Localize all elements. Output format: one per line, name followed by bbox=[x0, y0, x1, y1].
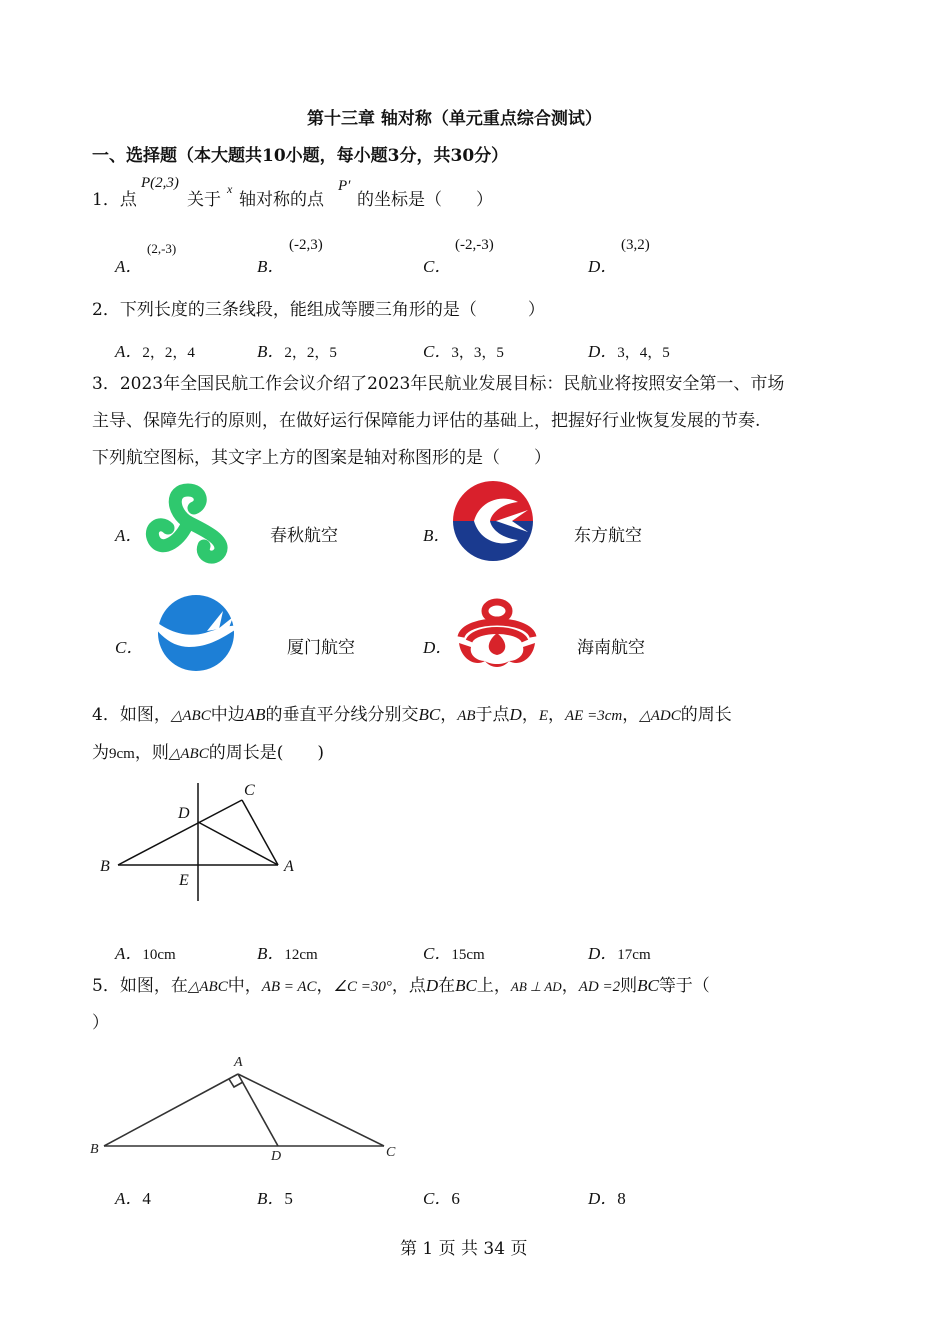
q3-option-c[interactable]: C． bbox=[115, 638, 144, 657]
q3-option-a-name: 春秋航空 bbox=[270, 526, 338, 546]
page-title: 第十三章 轴对称（单元重点综合测试） bbox=[307, 109, 602, 129]
q1-option-d[interactable]: D． bbox=[588, 257, 618, 276]
q2-option-c[interactable]: C．3，3，5 bbox=[423, 342, 504, 361]
q3-option-b-name: 东方航空 bbox=[574, 526, 642, 546]
section-heading: 一、选择题（本大题共10小题，每小题3分，共30分） bbox=[92, 146, 509, 166]
label-d: D bbox=[178, 805, 190, 822]
q3-option-d-name: 海南航空 bbox=[577, 638, 645, 658]
q3-option-a[interactable]: A． bbox=[115, 526, 143, 545]
question-3-line-3: 下列航空图标，其文字上方的图案是轴对称图形的是（ ） bbox=[92, 448, 551, 468]
q1-point-p: P(2,3) bbox=[141, 175, 179, 191]
question-2: 2．下列长度的三条线段，能组成等腰三角形的是（ ） bbox=[92, 300, 545, 320]
label-c: C bbox=[386, 1145, 396, 1160]
q1-option-d-value: (3,2) bbox=[621, 237, 650, 253]
q5-option-a[interactable]: A．4 bbox=[115, 1189, 151, 1208]
q1-text-about: 关于 bbox=[187, 190, 221, 210]
q4-option-a[interactable]: A．10cm bbox=[115, 944, 176, 963]
q4-option-b[interactable]: B．12cm bbox=[257, 944, 318, 963]
label-b: B bbox=[100, 858, 110, 875]
label-b: B bbox=[90, 1142, 99, 1157]
q5-option-c[interactable]: C．6 bbox=[423, 1189, 460, 1208]
q5-figure bbox=[88, 1050, 408, 1165]
q1-point-pprime: P′ bbox=[338, 178, 351, 194]
segment-ab bbox=[104, 1074, 238, 1146]
q1-option-a[interactable]: A． bbox=[115, 257, 143, 276]
q1-option-c[interactable]: C． bbox=[423, 257, 452, 276]
question-1: 1．点 bbox=[92, 190, 137, 210]
q2-option-a[interactable]: A．2，2，4 bbox=[115, 342, 195, 361]
q4-figure bbox=[92, 775, 312, 910]
question-5-line-1: 5．如图，在△ABC中，AB = AC，∠C =30°，点D在BC上，AB ⊥ AD，AD =2则BC等于（ bbox=[92, 976, 710, 996]
q2-option-b[interactable]: B．2，2，5 bbox=[257, 342, 337, 361]
q1-text-axis: 轴对称的点 bbox=[239, 190, 324, 210]
q1-option-c-value: (-2,-3) bbox=[455, 237, 494, 253]
label-e: E bbox=[179, 872, 189, 889]
question-5-line-2: ） bbox=[92, 1013, 109, 1033]
q3-option-d[interactable]: D． bbox=[423, 638, 453, 657]
q1-text-end: 的坐标是（ ） bbox=[357, 190, 493, 210]
question-3-line-1: 3．2023年全国民航工作会议介绍了2023年民航业发展目标：民航业将按照安全第一、市场 bbox=[92, 374, 785, 394]
q1-option-b[interactable]: B． bbox=[257, 257, 285, 276]
question-4-line-2: 为9cm，则△ABC的周长是( ) bbox=[92, 743, 324, 763]
q1-x-axis: x bbox=[227, 182, 233, 196]
q5-option-b[interactable]: B．5 bbox=[257, 1189, 293, 1208]
question-3-line-2: 主导、保障先行的原则，在做好运行保障能力评估的基础上，把握好行业恢复发展的节奏. bbox=[92, 411, 761, 431]
q1-option-a-value: (2,-3) bbox=[147, 241, 177, 256]
q1-option-b-value: (-2,3) bbox=[289, 237, 323, 253]
hainan-airlines-logo bbox=[455, 597, 539, 673]
q2-option-d[interactable]: D．3，4，5 bbox=[588, 342, 670, 361]
label-c: C bbox=[244, 782, 255, 799]
spring-airlines-logo bbox=[142, 482, 234, 564]
q3-option-b[interactable]: B． bbox=[423, 526, 451, 545]
label-a: A bbox=[234, 1055, 243, 1070]
segment-ac bbox=[238, 1074, 384, 1146]
label-a: A bbox=[284, 858, 294, 875]
china-eastern-logo bbox=[452, 480, 534, 562]
q4-option-c[interactable]: C．15cm bbox=[423, 944, 485, 963]
xiamen-airlines-logo bbox=[143, 595, 247, 675]
label-d: D bbox=[271, 1149, 282, 1164]
q4-option-d[interactable]: D．17cm bbox=[588, 944, 651, 963]
q3-option-c-name: 厦门航空 bbox=[287, 638, 355, 658]
question-4-line-1: 4．如图，△ABC中边AB的垂直平分线分别交BC，AB于点D，E，AE =3cm，△ADC的周长 bbox=[92, 705, 732, 725]
page-footer: 第 1 页 共 34 页 bbox=[400, 1239, 528, 1259]
segment-ad bbox=[238, 1074, 278, 1146]
q5-option-d[interactable]: D．8 bbox=[588, 1189, 626, 1208]
